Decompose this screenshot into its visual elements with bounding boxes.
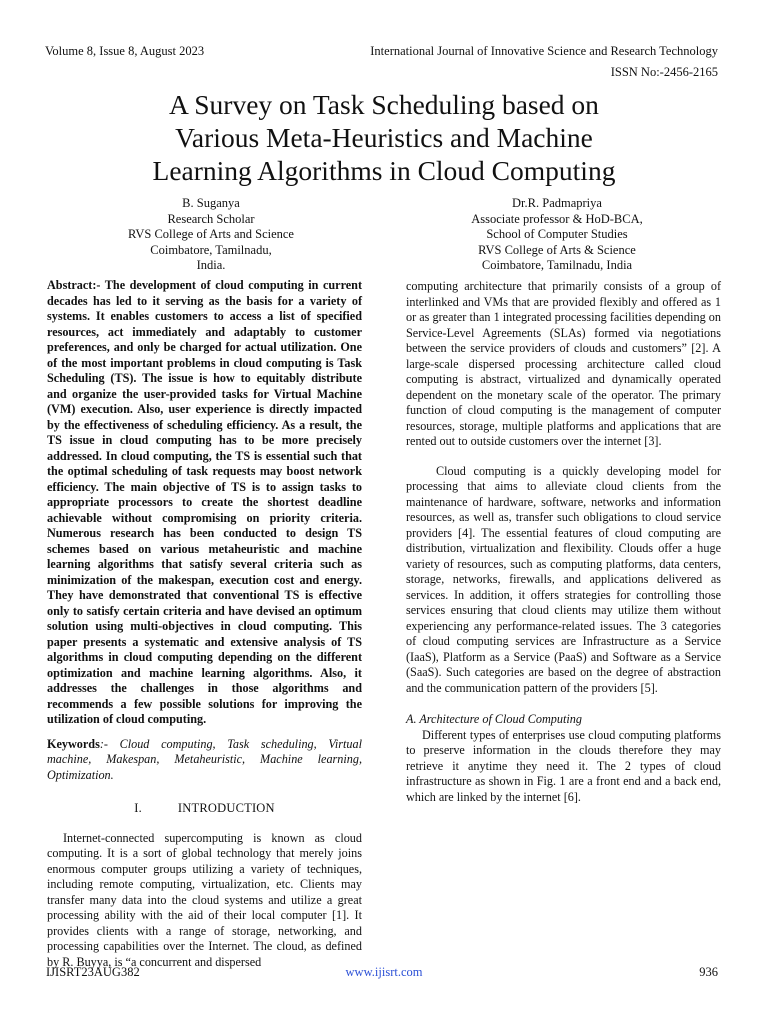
paper-title <box>60 88 708 187</box>
paper-id: IJISRT23AUG382 <box>46 965 140 979</box>
author-name: Dr.R. Padmapriya <box>512 196 602 210</box>
author-role: Associate professor & HoD-BCA, <box>471 211 643 226</box>
body-paragraph: Cloud computing is a quickly developing model for processing that aims to alleviate cloud clients from the maintenance of hardware, software, networks and information resources, as well as, transfer such obligations to cloud service providers [4]. The essential features of cloud computing are distribution, virtualization and flexibility. Clouds offer a huge variety of resources, such as computing platforms, data centers, storage, networks, firewalls, and applications delivered as services. In addition, it offers strategies for controlling those services ensuring that cloud clients may utilize them without experiencing any performance-related issues. The 3 categories of cloud computing services are Infrastructure as a Service (IaaS), Platform as a Service (PaaS) and Software as a Service (SaaS). Such categories are based on the degree of abstraction and the communication pattern of the providers [5]. <box>406 463 721 695</box>
keywords-label: Keywords <box>47 736 100 751</box>
author-block-1 <box>86 196 336 274</box>
journal-website-link[interactable]: www.ijisrt.com <box>345 965 423 979</box>
section-title: INTRODUCTION <box>177 801 275 815</box>
issn-number: ISSN No:-2456-2165 <box>610 65 718 79</box>
keywords <box>47 737 362 784</box>
author-department: School of Computer Studies <box>486 227 628 242</box>
architecture-paragraph: Different types of enterprises use cloud computing platforms to preserve information in the clouds therefore they may retrieve it anytime they need it. The 2 types of cloud infrastructure as shown in Fig. 1 are a front end and a back end, which are linked by the internet [6]. <box>406 727 721 804</box>
author-affiliation: RVS College of Arts and Science <box>128 227 294 242</box>
left-column <box>47 278 362 970</box>
subsection-heading: A. Architecture of Cloud Computing <box>406 712 582 726</box>
intro-paragraph: Internet-connected supercomputing is known as cloud computing. It is a sort of global technology that merely joins enormous computer groups utilizing a variety of techniques, including remote computing, virtualization, etc. Clients may transfer many data into the cloud systems and utilize a great processing ability with the aid of their local computer [1]. It provides clients with a range of storage, networking, and processing capabilities over the Internet. The cloud, as defined by R. Buyya, is “a concurrent and dispersed <box>47 830 362 969</box>
title-line: Various Meta-Heuristics and Machine <box>175 122 593 153</box>
volume-issue: Volume 8, Issue 8, August 2023 <box>45 44 205 58</box>
author-role: Research Scholar <box>167 211 255 226</box>
body-paragraph: computing architecture that primarily consists of a group of interlinked and VMs that are provided flexibly and offered as 1 or as greater than 1 integrated processing facilities depending on Service-Level Agreements (SLAs) formed via negotiations between the service providers of clouds and customers” [2]. A large-scale dispersed processing architecture called cloud computing is abstract, virtualized and dynamically operated dependent on the monetary scale of the operator. The primary function of cloud computing is the management of computer resources, storage, multiple platforms and applications that are rented out to outside customers over the internet [3]. <box>406 279 721 448</box>
author-affiliation: RVS College of Arts & Science <box>478 242 636 257</box>
author-country: India. <box>196 258 226 273</box>
section-heading-introduction <box>47 801 362 817</box>
title-line: Learning Algorithms in Cloud Computing <box>152 155 616 186</box>
keywords-text: :- Cloud computing, Task scheduling, Virtual machine, Makespan, Metaheuristic, Machine learning, Optimization. <box>47 736 362 782</box>
abstract-text: Abstract:- The development of cloud computing in current decades has led to it serving as the basis for a variety of systems. It enables customers to access a list of specified resources, act immediately and adaptably to customer preferences, and only be charged for actual utilization. One of the most important problems in cloud computing is Task Scheduling (TS). The issue is how to equitably distribute and organize the user-provided tasks for Virtual Machine (VM) execution. Also, user experience is directly impacted by the effectiveness of scheduling efficiency. As a result, the TS issue in cloud computing has to be more precisely addressed. In cloud computing, the TS is essential such that the optimal scheduling of task requests may boost network efficiency. The main objective of TS is to assign tasks to appropriate processors to create the shortest deadline achievable without compromising on priority criteria. Numerous research has been conducted to design TS schemes based on various metaheuristic and machine learning algorithms that satisfy several criteria such as minimization of the makespan, execution cost and energy. They have demonstrated that conventional TS is effective only to satisfy certain criteria and have devised an optimum solution using multi-objectives in cloud computing. This paper presents a systematic and extensive analysis of TS algorithms in cloud computing depending on the different optimization and machine learning algorithms. Also, it addresses the challenges in those algorithms and recommends a few possible solutions for improving the utilization of cloud computing. <box>47 278 362 726</box>
author-block-2 <box>432 196 682 274</box>
right-column <box>406 279 721 805</box>
author-location: Coimbatore, Tamilnadu, India <box>481 258 633 273</box>
page-number: 936 <box>699 965 718 979</box>
journal-name: International Journal of Innovative Science and Research Technology <box>370 44 718 58</box>
author-name: B. Suganya <box>182 196 240 210</box>
author-location: Coimbatore, Tamilnadu, <box>150 242 272 257</box>
section-number: I. <box>134 801 142 815</box>
title-line: A Survey on Task Scheduling based on <box>169 89 599 120</box>
